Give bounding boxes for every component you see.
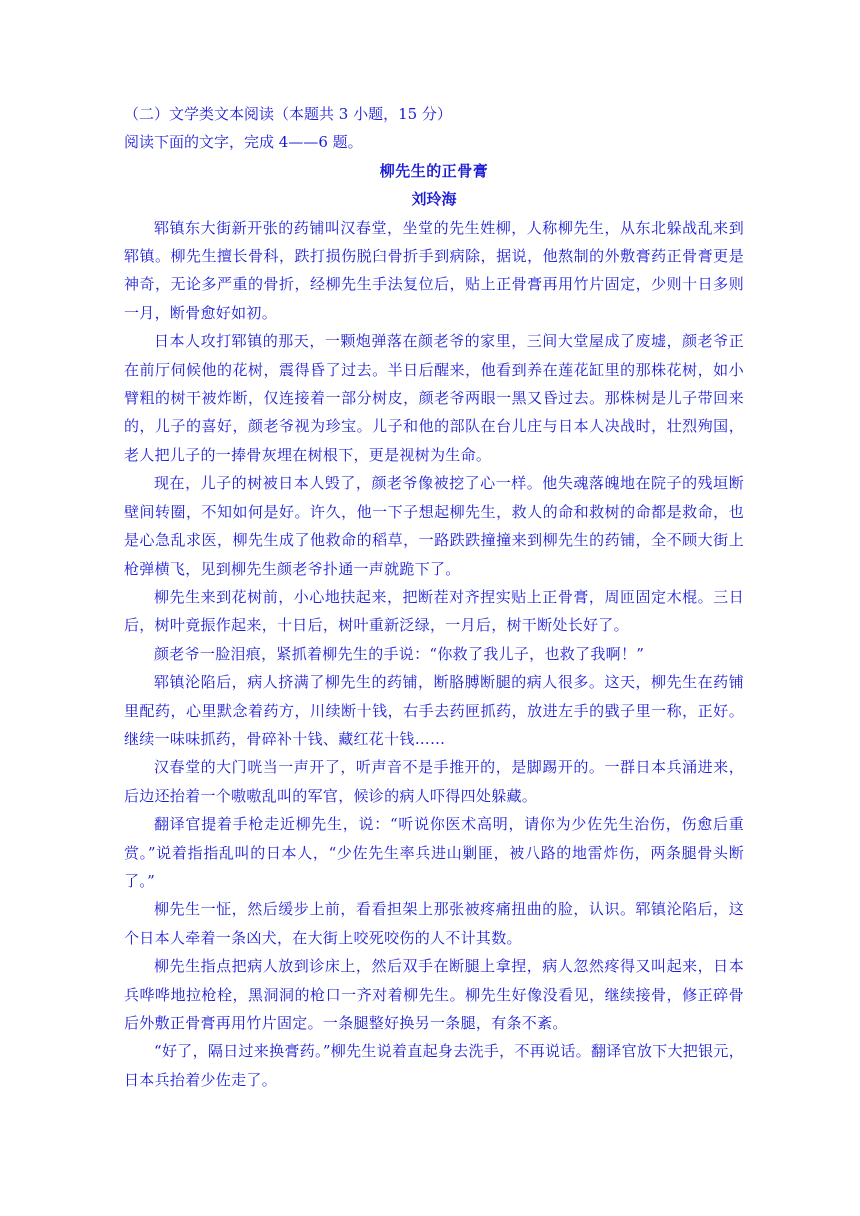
paragraph-9: 柳先生一怔，然后缓步上前，看看担架上那张被疼痛扭曲的脸，认识。郓镇沦陷后，这个日本人牵着一条凶犬，在大街上咬死咬伤的人不计其数。 — [124, 900, 744, 947]
section-instruction: 阅读下面的文字，完成 4——6 题。 — [124, 133, 363, 152]
paragraph-7: 汉春堂的大门咣当一声开了，听声音不是手推开的，是脚踢开的。一群日本兵涌进来，后边还抬着一个嗷嗷乱叫的军官，候诊的病人吓得四处躲藏。 — [124, 758, 744, 805]
paragraph-2: 日本人攻打郓镇的那天，一颗炮弹落在颜老爷的家里，三间大堂屋成了废墟，颜老爷正在前厅伺候他的花树，震得昏了过去。半日后醒来，他看到养在莲花缸里的那株花树，如小臂粗的树干被炸断，仅连接着一部分树皮，颜老爷两眼一黑又昏过去。那株树是儿子带回来的，儿子的喜好，颜老爷视为珍宝。儿子和他的部队在台儿庄与日本人决战时，壮烈殉国，老人把儿子的一捧骨灰埋在树根下，更是视树为生命。 — [124, 332, 744, 464]
paragraph-4: 柳先生来到花树前，小心地扶起来，把断茬对齐捏实贴上正骨膏，周匝固定木棍。三日后，树叶竟振作起来，十日后，树叶重新泛绿，一月后，树干断处长好了。 — [124, 587, 744, 635]
section-heading: （二）文学类文本阅读（本题共 3 小题，15 分） — [124, 105, 452, 123]
paragraph-11: “好了，隔日过来换膏药。”柳先生说着直起身去洗手，不再说话。翻译官放下大把银元，日本兵抬着少佐走了。 — [124, 1042, 744, 1089]
paragraph-6: 郓镇沦陷后，病人挤满了柳先生的药铺，断胳膊断腿的病人很多。这天，柳先生在药铺里配药，心里默念着药方，川续断十钱，右手去药匣抓药，放进左手的戥子里一称，正好。继续一味味抓药，骨碎补十钱、藏红花十钱…… — [124, 673, 744, 748]
document-page — [124, 100, 744, 1094]
paragraph-1: 郓镇东大街新开张的药铺叫汉春堂，坐堂的先生姓柳，人称柳先生，从东北躲战乱来到郓镇。柳先生擅长骨科，跌打损伤脱臼骨折手到病除，据说，他熬制的外敷膏药正骨膏更是神奇，无论多严重的骨折，经柳先生手法复位后，贴上正骨膏再用竹片固定，少则十日多则一月，断骨愈好如初。 — [124, 218, 744, 322]
article-author: 刘玲海 — [411, 190, 457, 209]
paragraph-10: 柳先生指点把病人放到诊床上，然后双手在断腿上拿捏，病人忽然疼得又叫起来，日本兵哗哗地拉枪栓，黑洞洞的枪口一齐对着柳先生。柳先生好像没看见，继续接骨，修正碎骨后外敷正骨膏再用竹片固定。一条腿整好换另一条腿，有条不紊。 — [124, 957, 744, 1032]
paragraph-3: 现在，儿子的树被日本人毁了，颜老爷像被挖了心一样。他失魂落魄地在院子的残垣断壁间转圈，不知如何是好。许久，他一下子想起柳先生，救人的命和救树的命都是救命，也是心急乱求医，柳先生成了他救命的稻草，一路跌跌撞撞来到柳先生的药铺，全不顾大街上枪弹横飞，见到柳先生颜老爷扑通一声就跪下了。 — [124, 474, 744, 578]
article-title: 柳先生的正骨膏 — [379, 161, 489, 180]
paragraph-8: 翻译官提着手枪走近柳先生，说：“听说你医术高明，请你为少佐先生治伤，伤愈后重赏。”说着指指乱叫的日本人，“少佐先生率兵进山剿匪，被八路的地雷炸伤，两条腿骨头断了。” — [124, 815, 744, 890]
paragraph-5: 颜老爷一脸泪痕，紧抓着柳先生的手说：“你救了我儿子，也救了我啊！” — [154, 644, 645, 663]
